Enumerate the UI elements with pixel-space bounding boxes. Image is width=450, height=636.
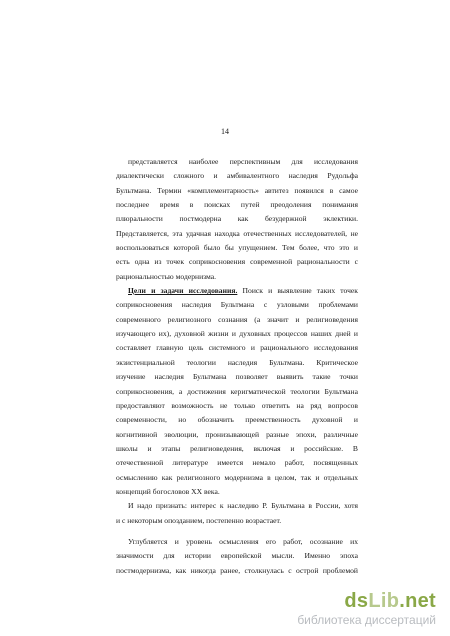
text-line: изучающего их), духовной жизни и духовных процессов наших дней и bbox=[116, 329, 358, 339]
text-line: отечественной литературе имеется немало работ, посвященных bbox=[116, 458, 358, 468]
paragraph-gap bbox=[116, 528, 358, 535]
paragraph-4 bbox=[116, 535, 358, 578]
dslib-logo bbox=[297, 590, 436, 612]
text-line: современного религиозного сознания (а значит и религиоведения bbox=[116, 314, 358, 324]
page-number: 14 bbox=[221, 127, 229, 136]
text-line: последнее время в поисках путей преодоления понимания bbox=[116, 200, 358, 210]
text-line bbox=[116, 284, 358, 298]
text-line: соприкосновения, а достижения керигматической теологии Бультмана bbox=[116, 386, 358, 396]
logo-text-ds: ds bbox=[344, 590, 369, 612]
text-line: школы и этапы религиоведения, включая и российские. В bbox=[116, 443, 358, 453]
text-line: рациональностью модернизма. bbox=[116, 271, 217, 281]
text-line: экзистенциальной теологии наследия Бультмана. Критическое bbox=[116, 357, 358, 367]
paragraph-1 bbox=[116, 155, 358, 284]
paragraph-3 bbox=[116, 499, 358, 528]
text-line: концепций богословов XX века. bbox=[116, 486, 220, 496]
logo-text-net: .net bbox=[399, 590, 436, 612]
text-line: составляет главную цель системного и рационального исследования bbox=[116, 343, 358, 353]
logo-text-lib: Lib bbox=[368, 590, 400, 612]
text-line: изучение наследия Бультмана позволяет выявить такие точки bbox=[116, 372, 358, 382]
text-line: современности, но обозначить преемственность духовной и bbox=[116, 415, 358, 425]
text-line: предоставляют возможность не только ответить на ряд вопросов bbox=[116, 400, 358, 410]
text-line: есть одна из точек соприкосновения современной рациональности с bbox=[116, 257, 358, 267]
text-line: диалектически сложного и амбивалентного наследия Рудольфа bbox=[116, 171, 358, 181]
document-body bbox=[116, 155, 358, 578]
text-line: соприкосновения наследия Бультмана с узловыми проблемами bbox=[116, 300, 358, 310]
text-line: воспользоваться которой было бы упущением. Тем более, что это и bbox=[116, 243, 358, 253]
watermark-subtitle: библиотека диссертаций bbox=[297, 613, 436, 627]
heading-line-text: Поиск и выявление таких точек bbox=[237, 286, 358, 296]
text-line: значимости для истории европейской мысли. Именно эпоха bbox=[116, 551, 358, 561]
dslib-watermark bbox=[297, 590, 436, 627]
paragraph-2 bbox=[116, 284, 358, 499]
text-line: И надо признать: интерес к наследию Р. Бультмана в России, хотя bbox=[128, 501, 358, 511]
text-line: осмыслению как религиозного модернизма в целом, так и отдельных bbox=[116, 472, 358, 482]
text-line: Представляется, эта удачная находка отечественных исследователей, не bbox=[116, 228, 358, 238]
text-line: и с некоторым опозданием, постепенно возрастает. bbox=[116, 515, 282, 525]
text-line: Углубляется и уровень осмысления его работ, осознание их bbox=[128, 536, 358, 546]
text-line: представляется наиболее перспективным для исследования bbox=[128, 157, 358, 166]
text-line: постмодернизма, как никогда ранее, столкнулась с острой проблемой bbox=[116, 565, 358, 575]
text-line: когнитивной эволюции, пронизывающей разные эпохи, различные bbox=[116, 429, 358, 439]
text-line: Бультмана. Термин «комплементарность» автитез появился в самое bbox=[116, 185, 358, 195]
section-heading: Цели и задачи исследования. bbox=[128, 286, 238, 296]
text-line: плюральности постмодерна как безудержной эклектики. bbox=[116, 214, 358, 224]
